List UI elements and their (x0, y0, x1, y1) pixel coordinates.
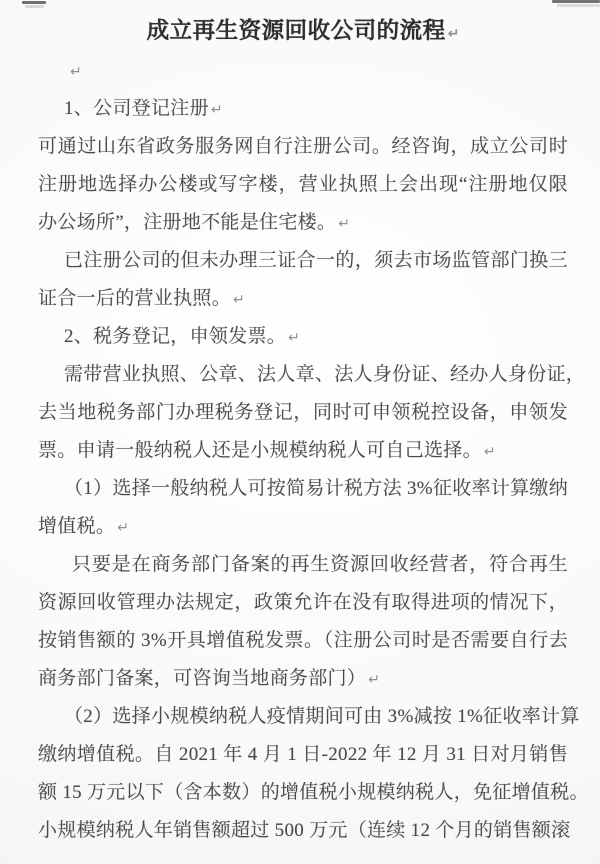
body-line (38, 166, 568, 204)
body-line (38, 204, 568, 242)
section-1-heading (38, 90, 568, 128)
body-line (38, 242, 568, 280)
paragraph-mark-icon: ↵ (447, 26, 460, 42)
body-line (38, 470, 568, 508)
paragraph-mark-icon: ↵ (368, 672, 380, 688)
scan-edge-artifact-left (22, 1, 46, 4)
body-line (38, 546, 568, 584)
body-line (38, 432, 568, 470)
body-line (38, 508, 568, 546)
paragraph-mark-icon: ↵ (483, 444, 496, 460)
paragraph-mark-icon: ↵ (210, 102, 223, 118)
paragraph-mark-icon: ↵ (288, 330, 300, 346)
body-line-text: 证合一后的营业执照。 (38, 288, 232, 309)
body-line-text: 去当地税务部门办理税务登记，同时可申领税控设备，申领发 (38, 402, 568, 423)
body-line (38, 356, 586, 394)
body-line-text: （2）选择小规模纳税人疫情期间可由 3%减按 1%征收率计算 (64, 706, 580, 727)
body-line (38, 584, 568, 622)
paragraph-mark-icon: ↵ (338, 216, 350, 232)
body-line (38, 128, 568, 166)
heading-text: 2、税务登记，申领发票。 (64, 326, 287, 347)
scan-edge-artifact-right-shadow (557, 4, 600, 7)
body-line (38, 660, 568, 698)
body-line-text: 资源回收管理办法规定，政策允许在没有取得进项的情况下， (38, 592, 568, 613)
document-title (38, 10, 568, 52)
body-line-text: （1）选择一般纳税人可按简易计税方法 3%征收率计算缴纳 (64, 478, 568, 499)
body-line-text: 按销售额的 3%开具增值税发票。（注册公司时是否需要自行去 (38, 630, 568, 651)
body-line-text: 可通过山东省政务服务网自行注册公司。经咨询，成立公司时 (38, 136, 568, 157)
body-line-text: 注册地选择办公楼或写字楼，营业执照上会出现“注册地仅限 (38, 174, 568, 195)
body-line-text: 已注册公司的但未办理三证合一的，须去市场监管部门换三 (64, 250, 568, 271)
scan-edge-artifact-right (552, 0, 600, 3)
section-2-heading (38, 318, 568, 356)
body-line (38, 736, 568, 774)
body-line (38, 394, 568, 432)
paragraph-mark-icon: ↵ (233, 292, 245, 308)
body-line-text: 额 15 万元以下（含本数）的增值税小规模纳税人，免征增值税。 (38, 782, 589, 803)
body-line (38, 622, 568, 660)
paragraph-mark-icon: ↵ (117, 520, 129, 536)
body-line-text: 缴纳增值税。自 2021 年 4 月 1 日-2022 年 12 月 31 日对月销售 (38, 744, 568, 765)
document-title-text: 成立再生资源回收公司的流程 (146, 18, 446, 43)
heading-text: 1、公司登记注册 (64, 98, 209, 119)
body-line (38, 698, 580, 736)
scan-edge-artifact-left-shadow (25, 5, 44, 8)
body-line (38, 774, 589, 812)
body-line (38, 812, 571, 850)
body-line-text: 增值税。 (38, 516, 116, 537)
document-body (38, 10, 589, 850)
body-line-text: 小规模纳税人年销售额超过 500 万元（连续 12 个月的销售额滚 (38, 820, 571, 841)
body-line-text: 票。申请一般纳税人还是小规模纳税人可自己选择。 (38, 440, 482, 461)
body-line (38, 280, 568, 318)
paragraph-mark-icon: ↵ (70, 64, 82, 80)
body-line-text: 只要是在商务部门备案的再生资源回收经营者，符合再生 (72, 554, 568, 575)
empty-line (38, 52, 568, 90)
body-line-text: 需带营业执照、公章、法人章、法人身份证、经办人身份证， (64, 364, 586, 385)
body-line-text: 商务部门备案，可咨询当地商务部门） (38, 668, 367, 689)
body-line-text: 办公场所”，注册地不能是住宅楼。 (38, 212, 337, 233)
